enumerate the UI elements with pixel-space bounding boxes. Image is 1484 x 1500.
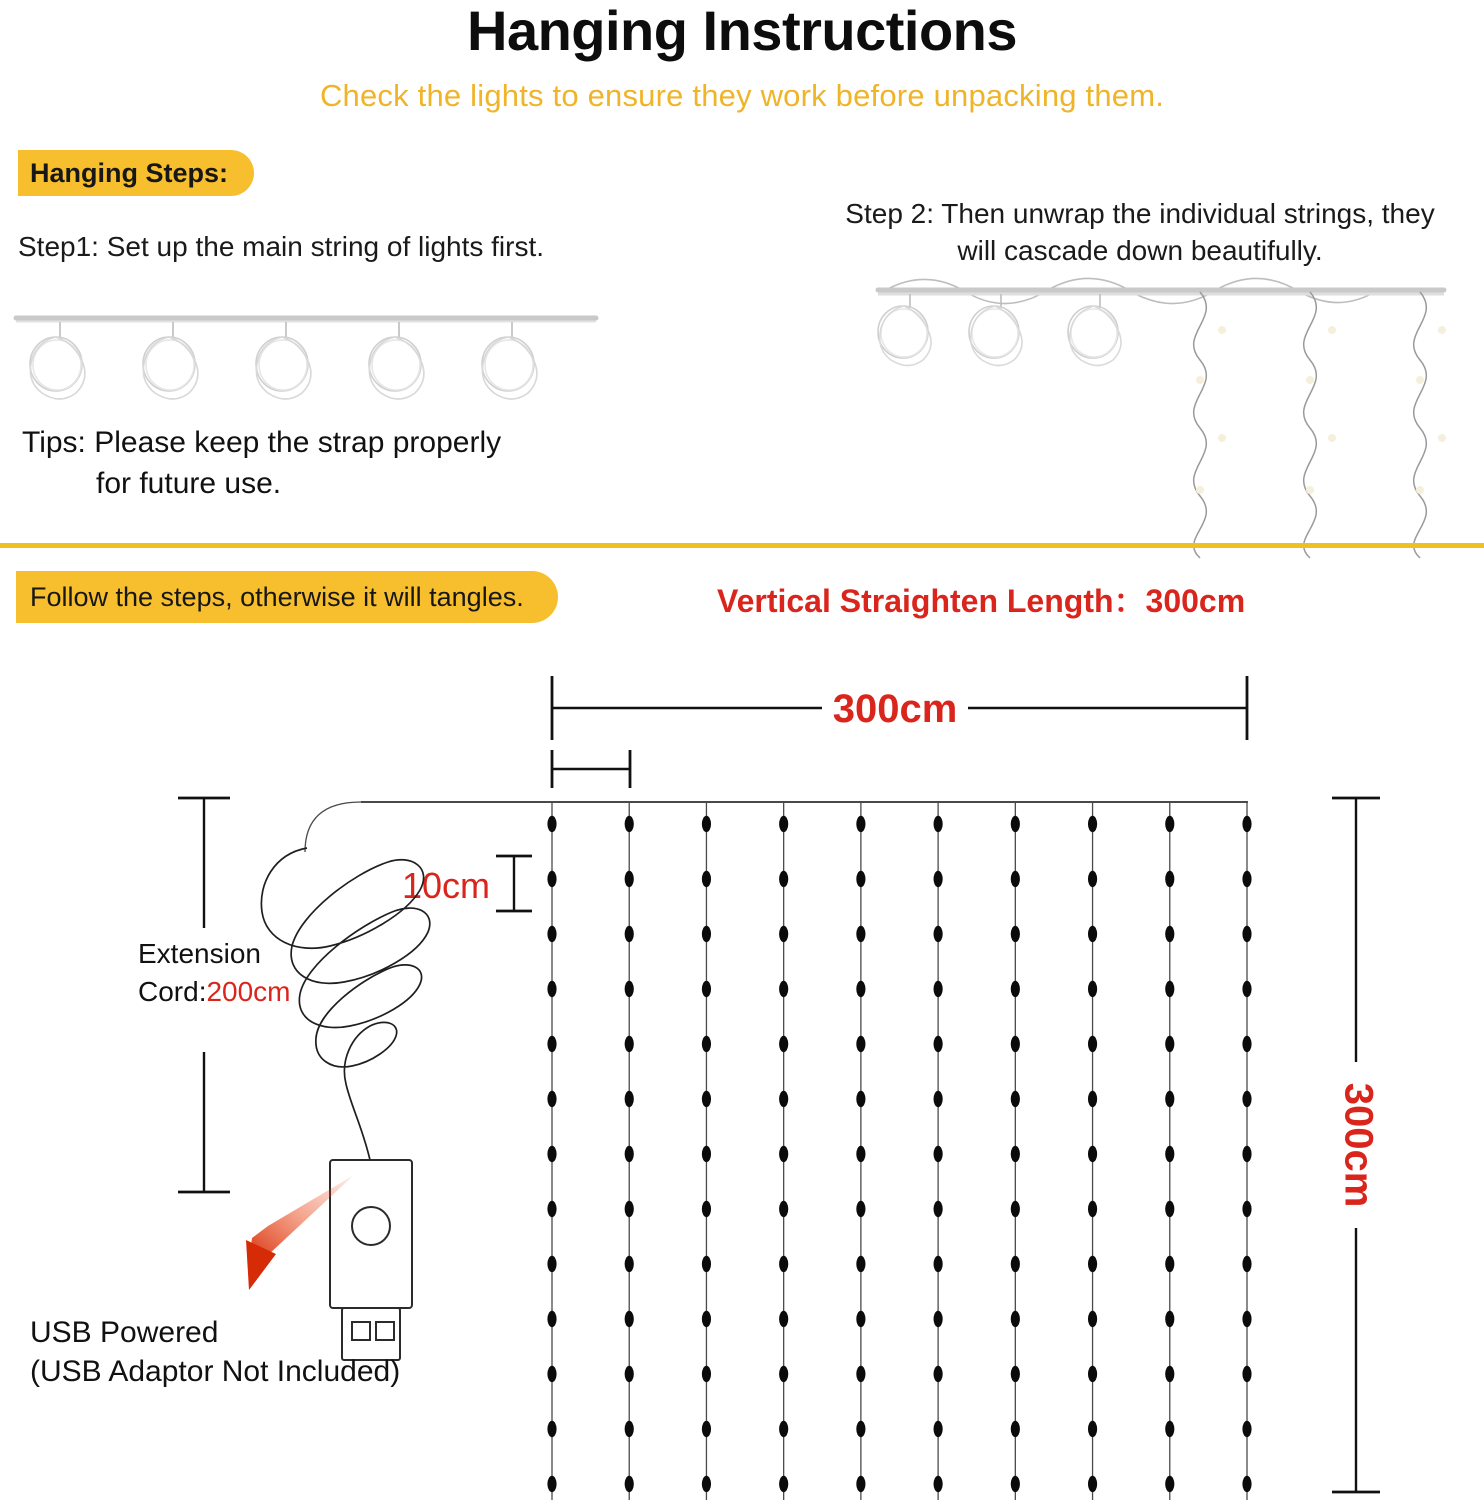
led-bulb <box>934 1256 943 1272</box>
led-bulb <box>1011 816 1020 832</box>
extension-cord-label-prefix: Cord: <box>138 976 207 1008</box>
led-bulb <box>1242 1201 1251 1217</box>
follow-steps-badge-label: Follow the steps, otherwise it will tangles. <box>30 581 524 612</box>
step2-text <box>800 196 1480 270</box>
led-bulb <box>547 1421 556 1437</box>
extension-cord-label-line1: Extension <box>138 938 261 969</box>
step1-text: Step1: Set up the main string of lights first. <box>18 231 545 262</box>
led-bulb <box>1242 871 1251 887</box>
led-bulb <box>547 1311 556 1327</box>
led-bulb <box>856 1201 865 1217</box>
led-bulb <box>625 1036 634 1052</box>
led-bulb <box>1165 871 1174 887</box>
hanging-steps-badge <box>18 150 254 196</box>
led-bulb <box>779 1476 788 1492</box>
column-spacing-bracket <box>552 750 630 788</box>
led-bulb <box>1088 981 1097 997</box>
led-bulb <box>779 1036 788 1052</box>
led-bulb <box>702 871 711 887</box>
led-bulb <box>1242 1476 1251 1492</box>
led-bulb <box>1088 1201 1097 1217</box>
led-bulb <box>1242 1256 1251 1272</box>
led-bulb <box>856 1036 865 1052</box>
extension-cord-label <box>138 935 291 1011</box>
led-bulb <box>1011 1476 1020 1492</box>
unwrapping-illustration <box>848 268 1468 540</box>
width-dimension-line <box>552 676 1247 740</box>
led-bulb <box>856 926 865 942</box>
led-bulb <box>702 816 711 832</box>
led-bulb <box>625 981 634 997</box>
led-bulb <box>625 1146 634 1162</box>
led-bulb <box>625 871 634 887</box>
led-bulb <box>934 816 943 832</box>
led-bulb <box>1011 1366 1020 1382</box>
led-bulb <box>702 926 711 942</box>
usb-powered-line1: USB Powered <box>30 1316 219 1349</box>
led-bulb <box>779 1201 788 1217</box>
led-bulb <box>625 816 634 832</box>
led-bulb <box>1011 1311 1020 1327</box>
led-bulb <box>1088 1036 1097 1052</box>
led-bulb <box>856 1091 865 1107</box>
led-bulb <box>856 1146 865 1162</box>
led-bulb <box>779 1256 788 1272</box>
led-bulb <box>779 1146 788 1162</box>
led-bulb <box>1242 816 1251 832</box>
led-bulb <box>856 1366 865 1382</box>
step2-line2: will cascade down beautifully. <box>957 234 1323 266</box>
led-bulb <box>702 1421 711 1437</box>
led-bulb <box>625 1201 634 1217</box>
led-bulb <box>934 1421 943 1437</box>
led-bulb <box>1011 1036 1020 1052</box>
led-bulb <box>1088 1311 1097 1327</box>
led-bulb <box>1011 1146 1020 1162</box>
led-bulb <box>934 871 943 887</box>
led-bulb <box>1088 816 1097 832</box>
width-dimension-value: 300cm <box>832 687 958 731</box>
tips-line1: Tips: Please keep the strap properly <box>22 426 502 459</box>
led-bulb <box>1242 1036 1251 1052</box>
led-bulb <box>547 816 556 832</box>
led-bulb <box>934 981 943 997</box>
led-bulb <box>1088 1091 1097 1107</box>
led-bulb <box>934 1311 943 1327</box>
led-bulb <box>625 1311 634 1327</box>
led-bulb <box>1165 1201 1174 1217</box>
led-bulb <box>625 1421 634 1437</box>
led-bulb <box>779 816 788 832</box>
led-bulb <box>1011 1201 1020 1217</box>
led-bulb <box>702 1256 711 1272</box>
led-bulb <box>1165 1091 1174 1107</box>
led-bulb <box>779 1311 788 1327</box>
main-string-illustration <box>8 296 608 416</box>
usb-powered-label <box>30 1313 400 1391</box>
led-bulb <box>1165 1256 1174 1272</box>
tips-line2: for future use. <box>96 466 282 500</box>
led-bulb <box>856 1311 865 1327</box>
led-bulb <box>934 1091 943 1107</box>
led-bulb <box>702 1146 711 1162</box>
led-bulb <box>547 926 556 942</box>
led-bulb <box>547 1201 556 1217</box>
led-bulb <box>779 1091 788 1107</box>
led-curtain <box>547 802 1251 1500</box>
led-bulb <box>856 1256 865 1272</box>
led-bulb <box>1011 1421 1020 1437</box>
led-bulb <box>856 981 865 997</box>
led-spacing-value: 10cm <box>401 865 490 906</box>
tips-text <box>22 423 582 505</box>
led-bulb <box>547 981 556 997</box>
led-bulb <box>1088 1476 1097 1492</box>
led-bulb <box>934 1146 943 1162</box>
led-bulb <box>856 816 865 832</box>
led-bulb <box>547 871 556 887</box>
led-bulb <box>779 981 788 997</box>
led-bulb <box>1242 1146 1251 1162</box>
page-title: Hanging Instructions <box>467 0 1017 62</box>
led-bulb <box>1242 926 1251 942</box>
led-spacing-dimension <box>402 856 532 911</box>
led-bulb <box>1011 981 1020 997</box>
section-divider <box>0 543 1484 548</box>
led-bulb <box>779 871 788 887</box>
led-bulb <box>1165 1421 1174 1437</box>
led-bulb <box>1165 981 1174 997</box>
extension-cord-value: 200cm <box>206 976 291 1008</box>
led-bulb <box>1011 926 1020 942</box>
follow-steps-badge <box>16 571 558 623</box>
led-bulb <box>702 1366 711 1382</box>
led-bulb <box>934 1366 943 1382</box>
led-bulb <box>856 1421 865 1437</box>
led-bulb <box>625 926 634 942</box>
led-bulb <box>1242 1366 1251 1382</box>
led-bulb <box>547 1091 556 1107</box>
led-bulb <box>934 1036 943 1052</box>
hanging-steps-badge-label: Hanging Steps: <box>30 157 229 188</box>
led-bulb <box>779 1421 788 1437</box>
led-bulb <box>1011 1091 1020 1107</box>
led-bulb <box>1165 816 1174 832</box>
led-bulb <box>1165 1146 1174 1162</box>
led-bulb <box>1088 871 1097 887</box>
led-bulb <box>547 1256 556 1272</box>
led-bulb <box>779 926 788 942</box>
led-bulb <box>1242 1311 1251 1327</box>
led-bulb <box>1165 1366 1174 1382</box>
led-bulb <box>547 1476 556 1492</box>
led-bulb <box>625 1366 634 1382</box>
led-bulb <box>702 1476 711 1492</box>
led-bulb <box>856 1476 865 1492</box>
led-bulb <box>1242 1421 1251 1437</box>
height-dimension-value: 300cm <box>1336 1082 1381 1208</box>
led-bulb <box>1088 1146 1097 1162</box>
led-bulb <box>547 1366 556 1382</box>
vertical-straighten-length-label: Vertical Straighten Length：300cm <box>717 583 1246 619</box>
led-bulb <box>625 1256 634 1272</box>
led-bulb <box>1088 1366 1097 1382</box>
height-dimension-line <box>1332 798 1380 1492</box>
usb-powered-line2: (USB Adaptor Not Included) <box>30 1355 401 1388</box>
led-bulb <box>934 926 943 942</box>
led-bulb <box>1088 926 1097 942</box>
led-bulb <box>547 1036 556 1052</box>
led-bulb <box>702 1036 711 1052</box>
led-bulb <box>1165 926 1174 942</box>
led-bulb <box>702 1201 711 1217</box>
step2-line1: Step 2: Then unwrap the individual strings, they <box>845 198 1435 229</box>
led-bulb <box>1165 1036 1174 1052</box>
led-bulb <box>779 1366 788 1382</box>
led-bulb <box>702 1311 711 1327</box>
led-bulb <box>856 871 865 887</box>
led-bulb <box>625 1091 634 1107</box>
led-bulb <box>625 1476 634 1492</box>
led-bulb <box>1011 1256 1020 1272</box>
led-bulb <box>1011 871 1020 887</box>
led-bulb <box>1165 1476 1174 1492</box>
led-bulb <box>1242 981 1251 997</box>
page-subtitle: Check the lights to ensure they work before unpacking them. <box>319 78 1165 113</box>
led-bulb <box>1242 1091 1251 1107</box>
led-bulb <box>934 1476 943 1492</box>
led-bulb <box>702 981 711 997</box>
led-bulb <box>547 1146 556 1162</box>
led-bulb <box>934 1201 943 1217</box>
led-bulb <box>1088 1421 1097 1437</box>
led-bulb <box>702 1091 711 1107</box>
led-bulb <box>1088 1256 1097 1272</box>
led-bulb <box>1165 1311 1174 1327</box>
